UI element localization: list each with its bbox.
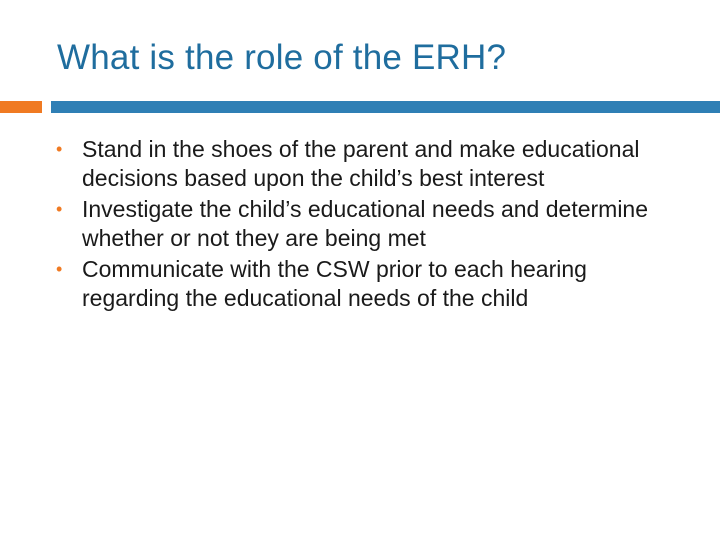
accent-bar-left	[0, 101, 42, 113]
bullet-icon: •	[56, 139, 63, 159]
bullet-text: Stand in the shoes of the parent and make educational decisions based upon the child’s best interest	[82, 136, 640, 191]
bullet-icon: •	[56, 199, 63, 219]
bullet-text: Communicate with the CSW prior to each hearing regarding the educational needs of the child	[82, 256, 587, 311]
accent-bar-right	[51, 101, 720, 113]
bullet-icon: •	[56, 259, 63, 279]
slide-title: What is the role of the ERH?	[57, 38, 507, 77]
bullet-item	[56, 255, 676, 313]
bullet-item	[56, 195, 676, 253]
bullet-item	[56, 135, 676, 193]
bullet-text: Investigate the child’s educational needs and determine whether or not they are being met	[82, 196, 649, 251]
bullet-list	[56, 135, 676, 315]
